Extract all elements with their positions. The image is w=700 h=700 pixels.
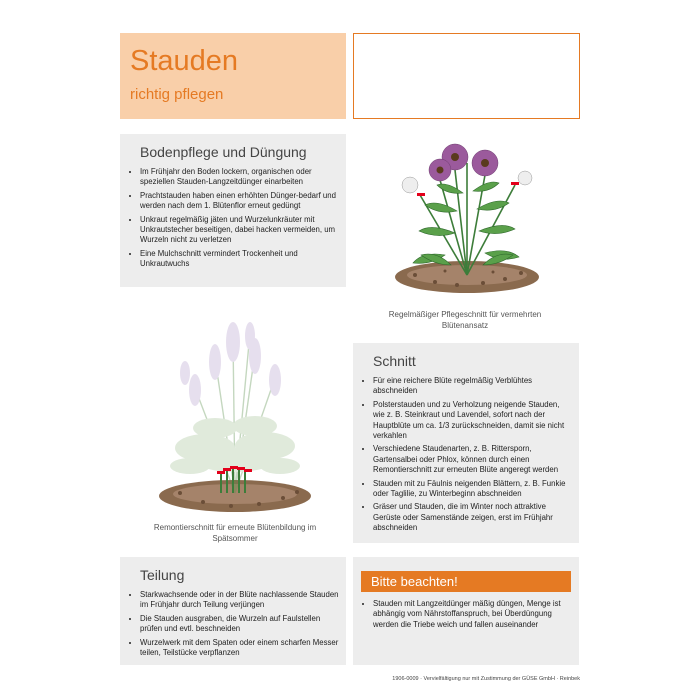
cut-marker	[417, 193, 425, 196]
bullet-list	[357, 376, 573, 537]
caption-pflegeschnitt: Regelmäßiger Pflegeschnitt für vermehrten Blütenansatz	[388, 310, 542, 330]
list-item: • Für eine reichere Blüte regelmäßig Verblühtes abschneiden	[373, 376, 573, 397]
section-heading: Bodenpflege und Düngung	[140, 144, 307, 160]
list-item: • Starkwachsende oder in der Blüte nachlassende Stauden im Frühjahr durch Teilung verjüngen	[140, 590, 340, 611]
list-item: • Gräser und Stauden, die im Winter noch attraktive Gerüste oder Samenstände zeigen, erst im Frühjahr abschneiden	[373, 502, 573, 533]
cut-marker	[230, 466, 238, 469]
cut-marker	[223, 468, 231, 471]
cut-marker	[237, 467, 245, 470]
title-block	[120, 33, 346, 119]
page-title: Stauden	[130, 45, 239, 77]
bullet-list	[124, 590, 340, 661]
aster-plant-illustration	[385, 135, 545, 300]
section-bodenpflege	[120, 134, 346, 287]
warning-header-bar	[361, 571, 571, 592]
section-heading: Teilung	[140, 567, 185, 583]
list-item: • Unkraut regelmäßig jäten und Wurzelunkräuter mit Unkrautstecher beseitigen, dabei hacken vermeiden, um Wurzeln nicht zu verletzen	[140, 215, 340, 246]
list-item: • Stauden mit zu Fäulnis neigenden Blättern, z. B. Funkie oder Taglilie, zu Winterbeginn abschneiden	[373, 479, 573, 500]
cut-marker	[244, 469, 252, 472]
cut-marker	[511, 182, 519, 185]
bullet-list	[124, 167, 340, 273]
section-teilung	[120, 557, 346, 665]
footer-note: 1906-0009 · Vervielfältigung nur mit Zustimmung der GÜSE GmbH · Reinbek	[392, 676, 580, 682]
section-heading: Bitte beachten!	[371, 574, 458, 589]
section-heading: Schnitt	[373, 353, 416, 369]
list-item: • Die Stauden ausgraben, die Wurzeln auf Faulstellen prüfen und evtl. beschneiden	[140, 614, 340, 635]
list-item: • Im Frühjahr den Boden lockern, organischen oder speziellen Stauden-Langzeitdünger einarbeiten	[140, 167, 340, 188]
list-item: • Prachtstauden haben einen erhöhten Dünger-bedarf und werden nach dem 1. Blütenflor erneut gedüngt	[140, 191, 340, 212]
list-item: • Stauden mit Langzeitdünger mäßig düngen, Menge ist abhängig vom Nährstoffanspruch, bei Überdüngung werden die Triebe weich und fallen auseinander	[373, 599, 573, 630]
list-item: • Eine Mulchschnitt vermindert Trockenheit und Unkrautwuchs	[140, 249, 340, 270]
list-item: • Verschiedene Staudenarten, z. B. Rittersporn, Gartensalbei oder Phlox, können durch einen Remontierschnitt zur erneuten Blüte angeregt werden	[373, 444, 573, 475]
label-box	[353, 33, 580, 119]
page-subtitle: richtig pflegen	[130, 86, 224, 103]
list-item: • Wurzelwerk mit dem Spaten oder einem scharfen Messer teilen, Teilstücke verpflanzen	[140, 638, 340, 659]
section-bitte-beachten	[353, 557, 579, 665]
section-schnitt	[353, 343, 579, 543]
bullet-list	[357, 599, 573, 633]
pruned-plant-illustration	[155, 318, 325, 518]
caption-remontierschnitt: Remontierschnitt für erneute Blütenbildung im Spätsommer	[153, 523, 317, 543]
list-item: • Polsterstauden und zu Verholzung neigende Stauden, wie z. B. Steinkraut und Lavendel, sofort nach der Hauptblüte um ca. 1/3 zurückschneiden, damit sie nicht verkahlen	[373, 400, 573, 442]
cut-marker	[217, 471, 225, 474]
